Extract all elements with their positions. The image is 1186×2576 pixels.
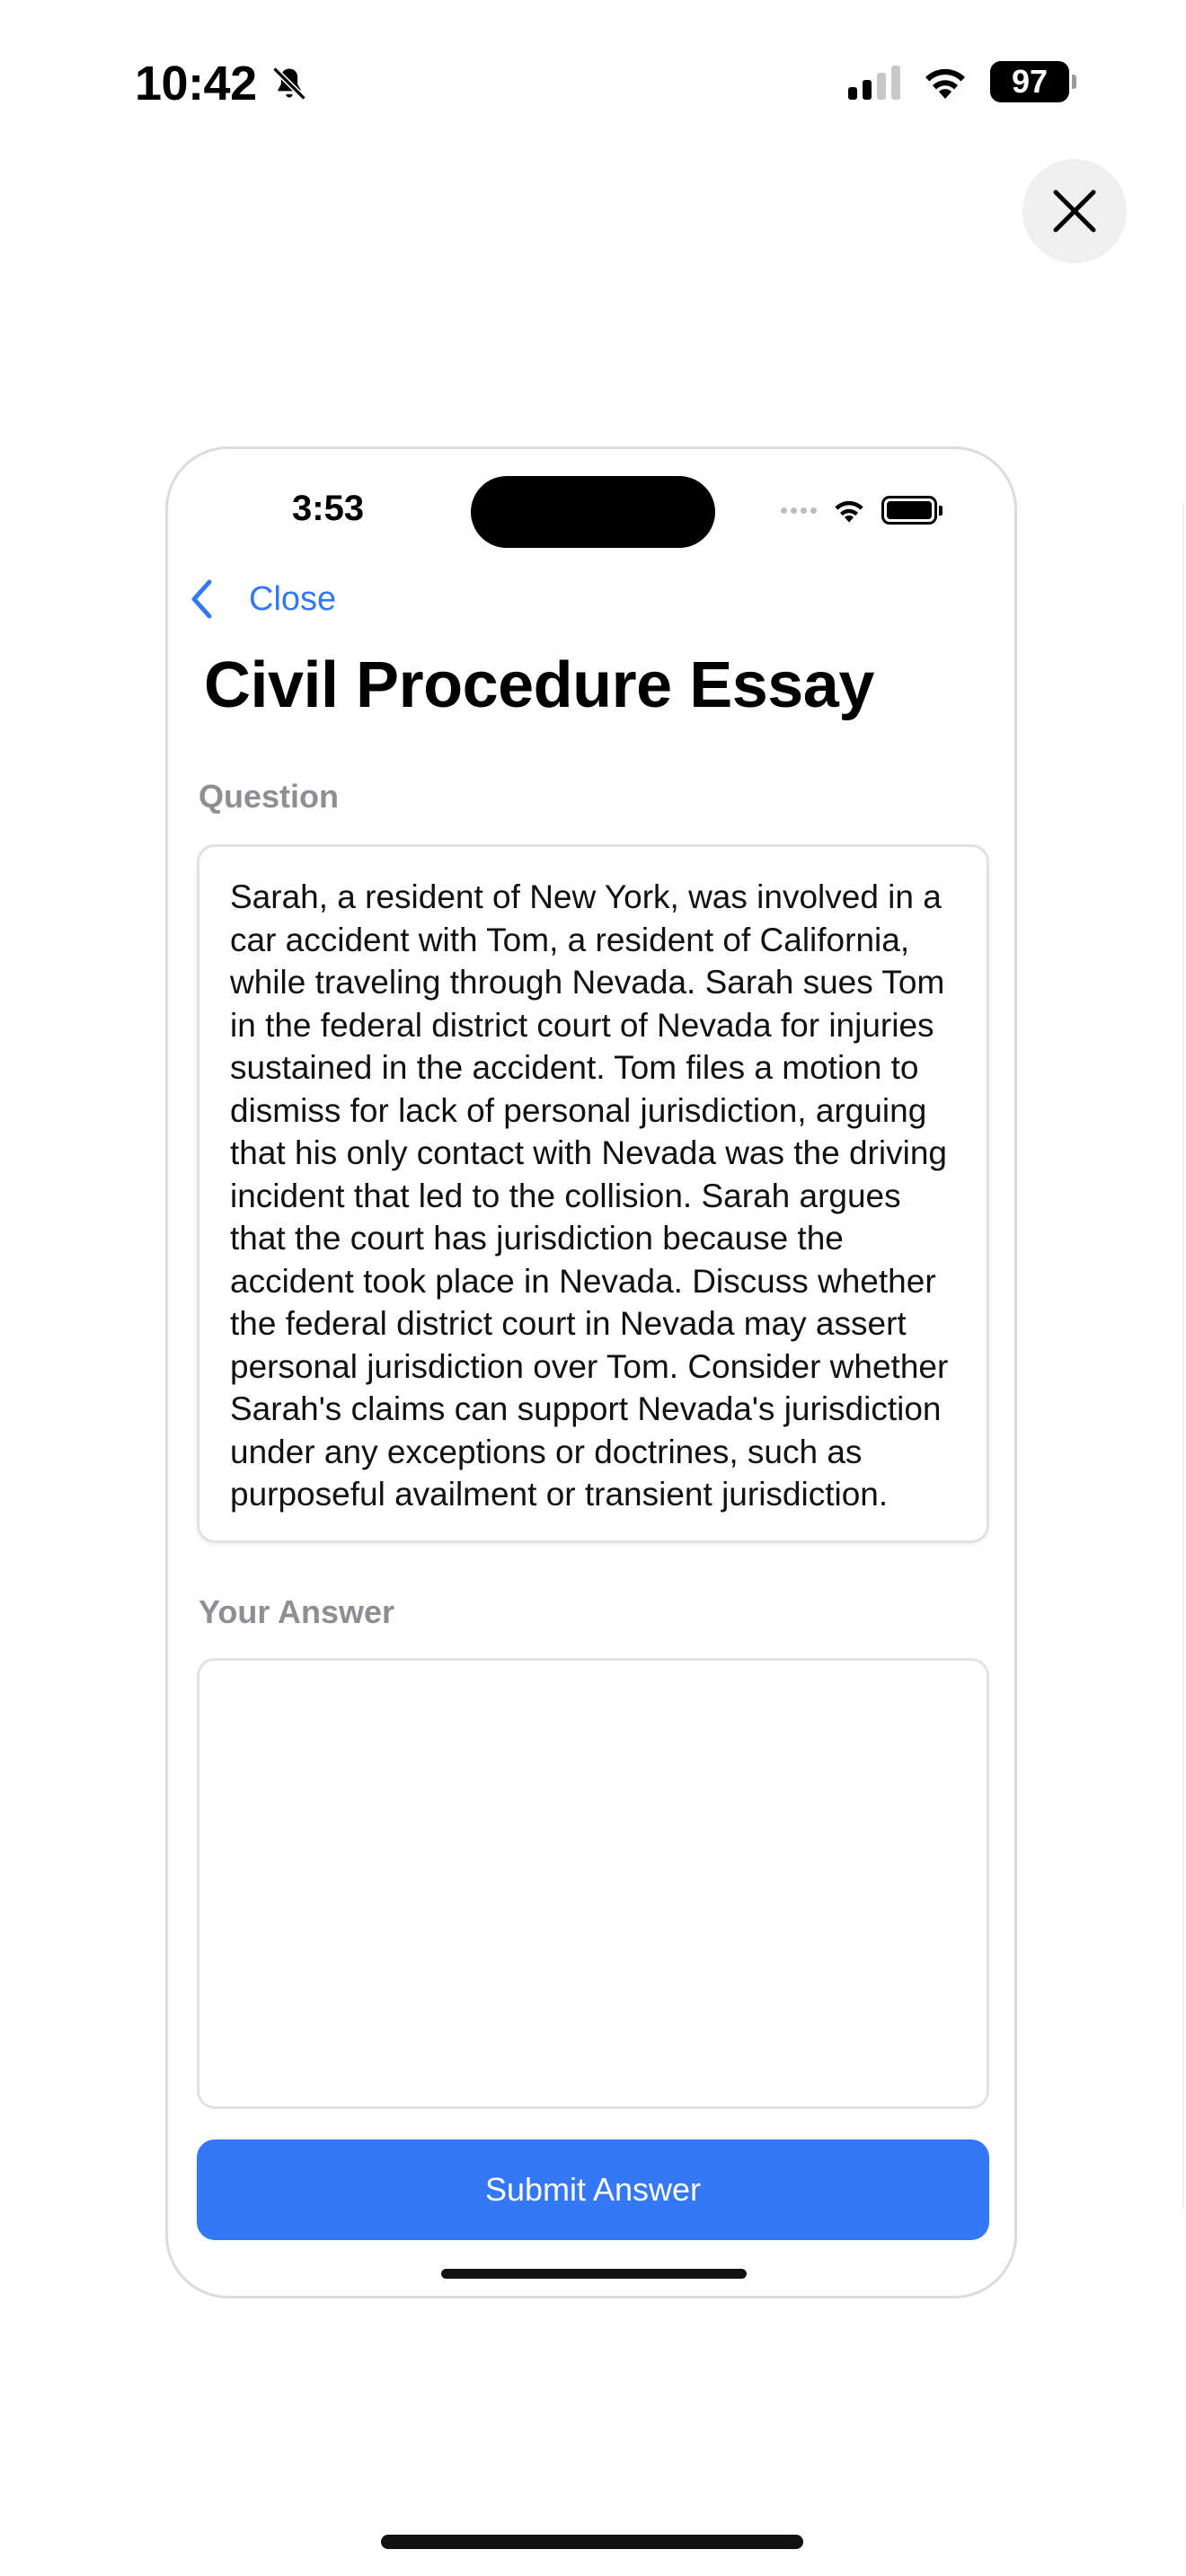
back-button-label: Close [249, 579, 337, 618]
status-bar-indicators [848, 61, 1069, 102]
signal-dots-icon [781, 507, 817, 514]
wifi-icon [920, 63, 970, 101]
divider [1182, 503, 1184, 2210]
battery-icon [881, 496, 937, 525]
close-icon [1052, 189, 1097, 234]
wifi-icon [831, 497, 867, 524]
time-text: 10:42 [135, 57, 257, 110]
answer-label: Your Answer [199, 1593, 395, 1630]
status-bar-time [135, 56, 309, 111]
phone-preview [165, 446, 1017, 2298]
inner-status-indicators [781, 496, 937, 525]
signal-icon [848, 64, 900, 100]
back-button[interactable] [190, 578, 336, 620]
inner-status-time: 3:53 [292, 489, 365, 528]
home-indicator[interactable] [381, 2535, 803, 2549]
page-title: Civil Procedure Essay [204, 649, 874, 721]
chevron-left-icon [190, 578, 215, 620]
answer-input[interactable] [197, 1658, 989, 2109]
question-label: Question [199, 778, 340, 815]
question-text: Sarah, a resident of New York, was involved in a car accident with Tom, a resident of California, while traveling through Nevada. Sarah sues Tom in the federal district court of Nevada for injuries sustained in the accident. Tom files a motion to dismiss for lack of personal jurisdiction, arguing that his only contact with Nevada was the driving incident that led to the collision. Sarah argues that the court has jurisdiction because the accident took place in Nevada. Discuss whether the federal district court in Nevada may assert personal jurisdiction over Tom. Consider whether Sarah's claims can support Nevada's jurisdiction under any exceptions or doctrines, such as purposeful availment or transient jurisdiction. [197, 844, 989, 1543]
battery-icon [990, 61, 1069, 102]
submit-answer-button[interactable]: Submit Answer [197, 2139, 989, 2240]
dynamic-island [471, 476, 715, 548]
battery-level: 97 [1011, 63, 1049, 100]
bell-slash-icon [270, 64, 309, 103]
close-button[interactable] [1022, 159, 1127, 263]
inner-home-indicator [441, 2269, 747, 2279]
